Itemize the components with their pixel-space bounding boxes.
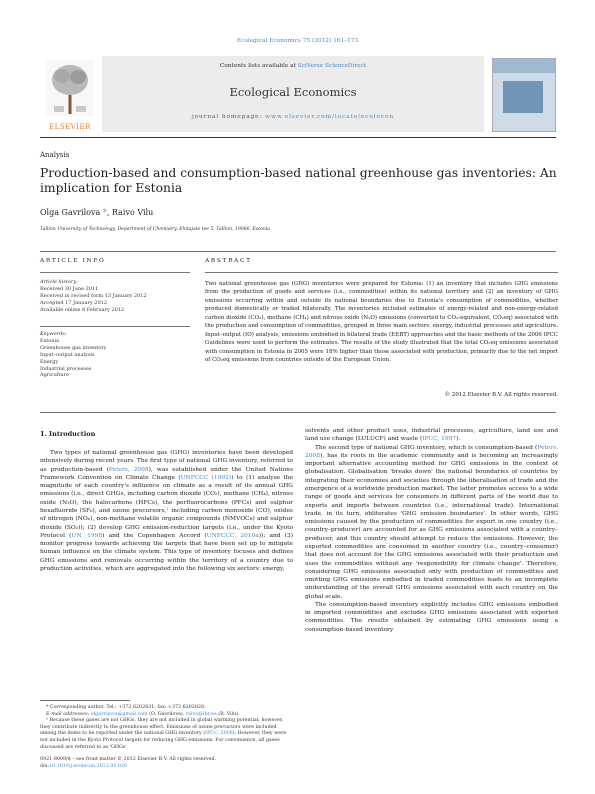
corresponding-footnote: * Corresponding author. Tel.: +372 6202831; fax: +372 6202828. <box>46 705 206 710</box>
footnotes <box>40 705 293 751</box>
contents-line <box>102 63 484 69</box>
body-text: ). <box>456 436 461 443</box>
footnote-1 <box>40 718 293 751</box>
keyword: Estonia <box>40 337 60 344</box>
journal-homepage <box>102 114 484 120</box>
history-received: Received 30 June 2011 <box>40 285 99 292</box>
keywords <box>40 331 190 379</box>
keyword: Industrial processes <box>40 365 92 372</box>
publisher-name: ELSEVIER <box>49 123 91 131</box>
citation-link[interactable]: UN, 1998 <box>71 532 103 539</box>
email-name-gavrilova: (O. Gavrilova), <box>147 711 185 717</box>
email-link-vilu[interactable]: raivo@ibt.ee <box>185 711 217 717</box>
intro-paragraph <box>305 427 558 444</box>
body-text: ) and the Copenhagen Accord ( <box>102 532 207 539</box>
history-online: Available online 8 February 2012 <box>40 306 125 313</box>
homepage-url[interactable]: www.elsevier.com/locate/ecolecon <box>265 114 395 120</box>
body-text: ¹ Because these gases are not GHGs, they are not included in global warming potential; however, they contribute indirectly to the greenhouse effect. Emissions of ozone precursors were included among the items to be reported under the national GHG inventory ( <box>40 718 284 737</box>
contents-prefix: Contents lists available at <box>219 63 296 69</box>
cover-illustration <box>503 81 543 113</box>
elsevier-tree-icon <box>46 60 94 116</box>
body-text: solvents and other product uses, industrial processes, agriculture, land use and land use change (LULUCF) and waste ( <box>305 428 558 443</box>
citation-link[interactable]: IPCC, 1997 <box>422 436 457 443</box>
copyright: © 2012 Elsevier B.V. All rights reserved. <box>444 392 558 398</box>
body-text: Two types of national greenhouse gas (GHG) inventories have been developed intensively during recent years. The first type of national GHG inventory, referred to as production-based ( <box>40 450 293 473</box>
intro-paragraph <box>305 601 558 634</box>
intro-paragraph <box>40 449 293 573</box>
keywords-label: Keywords: <box>40 331 67 337</box>
header-rule <box>40 137 556 138</box>
abstract-rule <box>205 272 558 273</box>
abstract-rule-bottom <box>40 412 556 413</box>
body-text: The second type of national GHG inventory, which is consumption-based ( <box>315 444 538 451</box>
keyword: Greenhouse gas inventory <box>40 344 107 351</box>
citation-link[interactable]: UNFCCC, 2010a <box>206 532 259 539</box>
history-accepted: Accepted 17 January 2012 <box>40 299 108 306</box>
sciencedirect-link[interactable]: SciVerse ScienceDirect <box>297 63 367 69</box>
body-text: ). However, they were not included in the Kyoto Protocol targets for reducing GHG emissions. For convenience, all gases discussed are referred to as 'GHGs'. <box>40 731 287 750</box>
citation-link[interactable]: UNFCCC (1992) <box>180 474 232 481</box>
journal-cover-image <box>492 58 556 132</box>
cover-band <box>493 59 555 73</box>
article-info-rule <box>40 272 190 273</box>
info-rule-top <box>40 251 556 252</box>
elsevier-logo <box>40 56 100 132</box>
doi-link[interactable]: 10.1016/j.ecolecon.2012.01.020 <box>49 764 128 769</box>
authors <box>40 208 153 217</box>
body-text: The consumption-based inventory explicitly includes GHG emissions embodied in imported commodities and excludes GHG emissions associated with exported commodities. The results obtained by estimating GHG emissions using a consumption-based inventory <box>305 601 558 633</box>
body-text: )); and (3) monitor progress towards achieving the targets that have been set up to mitigate human influence on the climate system. This type of inventory focuses and defines GHG emissions and removals occurring within the territory of a country due to production activities, which are aggregated into the following six sectors: energy, <box>40 532 294 572</box>
abstract-heading: ABSTRACT <box>205 258 252 264</box>
citation-link[interactable]: Peters, 2008 <box>305 444 558 459</box>
doi-line <box>40 763 216 770</box>
introduction-heading: 1. Introduction <box>40 430 96 438</box>
issn-line: 0921-8009/$ – see front matter © 2012 Elsevier B.V. All rights reserved. <box>40 757 217 762</box>
doi-prefix: doi: <box>40 764 50 769</box>
article-history <box>40 279 190 314</box>
article-info-heading: ARTICLE INFO <box>40 258 106 264</box>
intro-paragraph <box>305 444 558 601</box>
email-label: E-mail addresses: <box>46 711 90 717</box>
history-label: Article history: <box>40 279 78 285</box>
journal-title: Ecological Economics <box>229 85 357 99</box>
section-type: Analysis <box>40 151 70 159</box>
citation-link[interactable]: IPCC, 2006 <box>205 731 233 737</box>
citation-link[interactable]: ¹ <box>166 507 169 514</box>
author-vilu[interactable]: , Raivo Vilu <box>106 208 154 217</box>
corresponding-author-marker[interactable]: * <box>102 208 107 217</box>
body-text: ) to (1) analyse the magnitude of each country's influence on climate as a result of its annual GHG emissions (i.e., direct GHGs, including carbon dioxide (CO₂), methane (CH₄), nitrous oxide (N₂O), the halocarbons (HFCs), the perfluorocarbons (PFCs) and sulphur hexafluoride (SF₆), and ozone precursors, <box>40 474 294 514</box>
keyword: Energy <box>40 358 59 365</box>
affiliation: Tallinn University of Technology, Department of Chemistry, Ehitajate tee 5, Tallinn, 19086, Estonia <box>40 227 271 232</box>
article-title: Production-based and consumption-based national greenhouse gas inventories: An implication for Estonia <box>40 166 557 195</box>
article-footer <box>40 756 216 770</box>
right-column <box>305 427 558 634</box>
left-column <box>40 449 293 573</box>
footnote-rule <box>40 700 130 701</box>
keyword: Input–output analysis <box>40 351 95 358</box>
body-text: ), was established under the United Nations Framework Convention on Climate Change ( <box>40 466 293 481</box>
journal-reference[interactable]: Ecological Economics 75 (2012) 161–173 <box>236 38 359 44</box>
journal-header <box>40 56 556 132</box>
body-text: including carbon monoxide (CO), oxides of nitrogen (NOₓ), non-methane volatile organic compounds (NMVOCs) and sulphur dioxide (SO₂)); (2) develop GHG emission-reduction targets (i.e., under the Kyoto Protocol ( <box>40 507 293 539</box>
author-gavrilova[interactable]: Olga Gavrilova <box>40 208 101 217</box>
history-revised: Received in revised form 13 January 2012 <box>40 292 147 299</box>
header-center-panel <box>102 56 484 132</box>
abstract-text: Two national greenhouse gas (GHG) inventories were prepared for Estonia: (1) an inventory that includes GHG emissions from the production of goods and services (i.e., commodities) within its national territory and (2) an inventory of GHG emissions occurring within and outside its national boundaries due to Estonia's consumption of commodities, whether produced domestically or traded bilaterally. The inventories included estimates of energy-related and non-energy-related carbon dioxide (CO₂), methane (CH₄) and nitrous oxide (N₂O) emissions (converted to CO₂-equivalent, CO₂eq) associated with the production and consumption of commodities, grouped in three main sectors: energy, industrial processes and agriculture. Input–output (IO) analysis, emissions embodied in bilateral trade (EEBT) approaches and the basic methods of the 2006 IPCC Guidelines were used to perform the estimates. The results of the study illustrated that the total CO₂eq emissions associated with consumption in Estonia in 2005 were 18% higher than those associated with production, primarily due to the net import of CO₂eq emissions from countries outside of the European Union. <box>205 281 558 364</box>
keywords-rule <box>40 326 190 327</box>
body-text: ), has its roots in the academic community and is becoming an increasingly important alternative accounting method for GHG emissions in the context of globalisation. Globalisation 'breaks down' the national boundaries of countries by integrating their economies and societies through the liberalisation of trade and the emergence of a worldwide production market. The latter promotes access to a wide range of goods and services for consumers in different parts of the world due to exports and imports between countries (i.e., international trade). International trade, in its turn, obliterates 'GHG emission boundaries'. In other words, GHG emissions caused by the production of commodities for export in one country (i.e., country–producer) are accounted for as GHG emissions associated with a country–producer, and this country should attempt to reduce the emissions. However, the exported commodities are consumed in another country (i.e., country–consumer) that does not account for the GHG emissions associated with their production and uses the commodities without any 'responsibility for climate change'. Therefore, considering GHG emissions associated only with production of commodities and omitting GHG emissions embodied in traded commodities leads to an incomplete understanding of the overall GHG emissions associated with each country on the global scale. <box>305 452 558 600</box>
email-name-vilu: (R. Vilu). <box>216 711 240 717</box>
homepage-label: journal homepage: <box>191 114 263 120</box>
email-link-gavrilova[interactable]: olgavrilova@gmail.com <box>90 711 148 717</box>
keyword: Agriculture <box>40 372 69 379</box>
citation-link[interactable]: Peters, 2008 <box>108 466 149 473</box>
